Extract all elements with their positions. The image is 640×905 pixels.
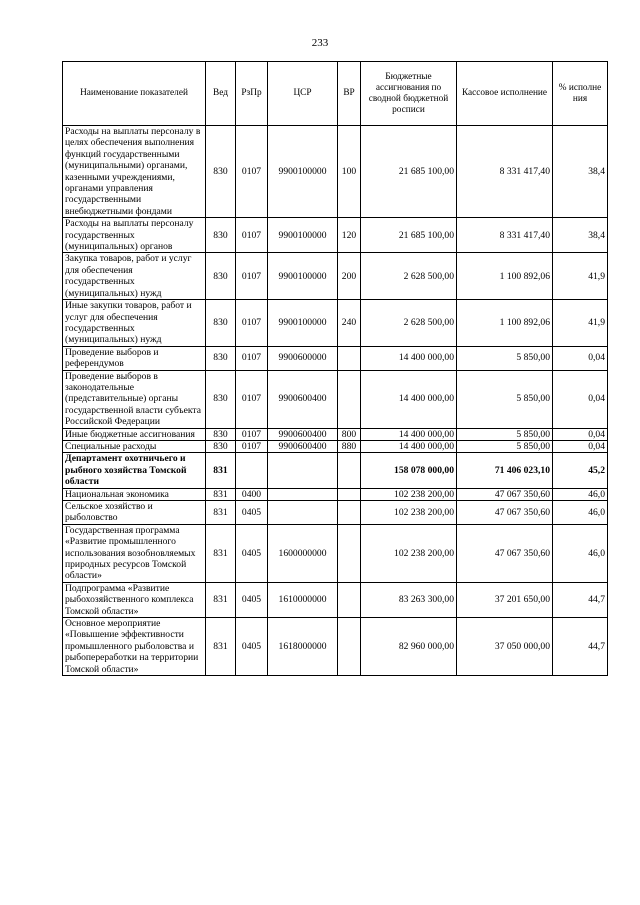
row-ved: 831 bbox=[206, 453, 236, 488]
row-percent: 44,7 bbox=[553, 582, 608, 617]
row-ved: 831 bbox=[206, 618, 236, 676]
row-executed: 71 406 023,10 bbox=[457, 453, 553, 488]
row-ved: 830 bbox=[206, 126, 236, 218]
row-csr: 9900600000 bbox=[268, 346, 338, 370]
row-rzpr bbox=[236, 453, 268, 488]
row-percent: 38,4 bbox=[553, 126, 608, 218]
row-executed: 5 850,00 bbox=[457, 440, 553, 452]
row-name: Подпрограмма «Развитие рыбохозяйственного комплекса Томской области» bbox=[63, 582, 206, 617]
row-vr: 200 bbox=[338, 253, 361, 300]
row-executed: 5 850,00 bbox=[457, 428, 553, 440]
row-rzpr: 0107 bbox=[236, 440, 268, 452]
table-row bbox=[63, 126, 608, 218]
row-assigned: 158 078 000,00 bbox=[361, 453, 457, 488]
row-rzpr: 0405 bbox=[236, 524, 268, 582]
row-name: Департамент охотничьего и рыбного хозяйства Томской области bbox=[63, 453, 206, 488]
row-percent: 41,9 bbox=[553, 253, 608, 300]
row-vr bbox=[338, 370, 361, 428]
row-vr: 240 bbox=[338, 300, 361, 347]
row-rzpr: 0107 bbox=[236, 126, 268, 218]
row-csr bbox=[268, 501, 338, 525]
row-csr: 1600000000 bbox=[268, 524, 338, 582]
row-rzpr: 0405 bbox=[236, 501, 268, 525]
row-assigned: 14 400 000,00 bbox=[361, 346, 457, 370]
row-vr bbox=[338, 501, 361, 525]
table-row bbox=[63, 218, 608, 253]
row-ved: 830 bbox=[206, 253, 236, 300]
page-number: 233 bbox=[311, 37, 329, 49]
row-assigned: 2 628 500,00 bbox=[361, 300, 457, 347]
row-percent: 41,9 bbox=[553, 300, 608, 347]
header-assigned: Бюджетные ассигнования по сводной бюджетной росписи bbox=[361, 62, 457, 126]
row-name: Расходы на выплаты персоналу в целях обеспечения выполнения функций государственными (муниципальными) органами, казенными учреждениями, органами управления государственными внебюджетными фондами bbox=[63, 126, 206, 218]
header-ved: Вед bbox=[206, 62, 236, 126]
table-row bbox=[63, 501, 608, 525]
header-csr: ЦСР bbox=[268, 62, 338, 126]
header-name: Наименование показателей bbox=[63, 62, 206, 126]
row-rzpr: 0107 bbox=[236, 428, 268, 440]
table-row bbox=[63, 346, 608, 370]
row-name: Иные закупки товаров, работ и услуг для обеспечения государственных (муниципальных) нужд bbox=[63, 300, 206, 347]
row-vr bbox=[338, 618, 361, 676]
row-executed: 1 100 892,06 bbox=[457, 253, 553, 300]
table-row bbox=[63, 440, 608, 452]
row-assigned: 82 960 000,00 bbox=[361, 618, 457, 676]
row-vr bbox=[338, 346, 361, 370]
row-percent: 44,7 bbox=[553, 618, 608, 676]
header-vr: ВР bbox=[338, 62, 361, 126]
row-name: Государственная программа «Развитие промышленного использования возобновляемых природных ресурсов Томской области» bbox=[63, 524, 206, 582]
row-assigned: 2 628 500,00 bbox=[361, 253, 457, 300]
row-csr: 9900100000 bbox=[268, 126, 338, 218]
table-header-row bbox=[63, 62, 608, 126]
row-assigned: 102 238 200,00 bbox=[361, 524, 457, 582]
table-row bbox=[63, 428, 608, 440]
row-csr: 9900100000 bbox=[268, 218, 338, 253]
row-ved: 831 bbox=[206, 582, 236, 617]
row-executed: 5 850,00 bbox=[457, 370, 553, 428]
row-csr: 9900600400 bbox=[268, 428, 338, 440]
row-rzpr: 0107 bbox=[236, 300, 268, 347]
row-percent: 46,0 bbox=[553, 524, 608, 582]
table-row bbox=[63, 370, 608, 428]
row-name: Национальная экономика bbox=[63, 488, 206, 500]
row-ved: 831 bbox=[206, 488, 236, 500]
row-percent: 46,0 bbox=[553, 501, 608, 525]
budget-table bbox=[62, 61, 608, 676]
row-ved: 831 bbox=[206, 524, 236, 582]
row-assigned: 14 400 000,00 bbox=[361, 428, 457, 440]
row-ved: 830 bbox=[206, 440, 236, 452]
row-ved: 830 bbox=[206, 428, 236, 440]
table-row bbox=[63, 300, 608, 347]
table-row bbox=[63, 488, 608, 500]
row-rzpr: 0107 bbox=[236, 253, 268, 300]
row-percent: 0,04 bbox=[553, 440, 608, 452]
row-rzpr: 0405 bbox=[236, 582, 268, 617]
row-executed: 37 050 000,00 bbox=[457, 618, 553, 676]
row-percent: 38,4 bbox=[553, 218, 608, 253]
row-vr: 800 bbox=[338, 428, 361, 440]
table-row bbox=[63, 582, 608, 617]
row-assigned: 83 263 300,00 bbox=[361, 582, 457, 617]
row-assigned: 21 685 100,00 bbox=[361, 126, 457, 218]
row-ved: 830 bbox=[206, 370, 236, 428]
row-percent: 46,0 bbox=[553, 488, 608, 500]
row-name: Иные бюджетные ассигнования bbox=[63, 428, 206, 440]
row-executed: 8 331 417,40 bbox=[457, 218, 553, 253]
row-executed: 8 331 417,40 bbox=[457, 126, 553, 218]
header-executed: Кассовое исполнение bbox=[457, 62, 553, 126]
row-name: Закупка товаров, работ и услуг для обеспечения государственных (муниципальных) нужд bbox=[63, 253, 206, 300]
row-csr bbox=[268, 488, 338, 500]
row-ved: 830 bbox=[206, 346, 236, 370]
row-percent: 0,04 bbox=[553, 346, 608, 370]
row-percent: 45,2 bbox=[553, 453, 608, 488]
row-assigned: 21 685 100,00 bbox=[361, 218, 457, 253]
row-csr bbox=[268, 453, 338, 488]
row-executed: 47 067 350,60 bbox=[457, 501, 553, 525]
row-rzpr: 0107 bbox=[236, 218, 268, 253]
row-vr bbox=[338, 453, 361, 488]
row-name: Расходы на выплаты персоналу государственных (муниципальных) органов bbox=[63, 218, 206, 253]
row-csr: 9900600400 bbox=[268, 370, 338, 428]
row-ved: 831 bbox=[206, 501, 236, 525]
table-row bbox=[63, 253, 608, 300]
row-name: Проведение выборов и референдумов bbox=[63, 346, 206, 370]
table-row bbox=[63, 618, 608, 676]
row-name: Основное мероприятие «Повышение эффективности промышленного рыболовства и рыбопереработки на территории Томской области» bbox=[63, 618, 206, 676]
row-vr bbox=[338, 488, 361, 500]
header-percent: % исполне ния bbox=[553, 62, 608, 126]
row-rzpr: 0405 bbox=[236, 618, 268, 676]
row-vr bbox=[338, 524, 361, 582]
row-executed: 37 201 650,00 bbox=[457, 582, 553, 617]
row-rzpr: 0107 bbox=[236, 370, 268, 428]
row-executed: 47 067 350,60 bbox=[457, 488, 553, 500]
row-executed: 5 850,00 bbox=[457, 346, 553, 370]
row-ved: 830 bbox=[206, 218, 236, 253]
row-percent: 0,04 bbox=[553, 428, 608, 440]
row-assigned: 102 238 200,00 bbox=[361, 501, 457, 525]
row-csr: 9900600400 bbox=[268, 440, 338, 452]
row-percent: 0,04 bbox=[553, 370, 608, 428]
row-assigned: 102 238 200,00 bbox=[361, 488, 457, 500]
row-vr bbox=[338, 582, 361, 617]
row-rzpr: 0107 bbox=[236, 346, 268, 370]
row-vr: 120 bbox=[338, 218, 361, 253]
row-name: Сельское хозяйство и рыболовство bbox=[63, 501, 206, 525]
row-rzpr: 0400 bbox=[236, 488, 268, 500]
row-vr: 880 bbox=[338, 440, 361, 452]
row-executed: 1 100 892,06 bbox=[457, 300, 553, 347]
table-row-department bbox=[63, 453, 608, 488]
row-csr: 1618000000 bbox=[268, 618, 338, 676]
row-csr: 9900100000 bbox=[268, 300, 338, 347]
row-executed: 47 067 350,60 bbox=[457, 524, 553, 582]
row-assigned: 14 400 000,00 bbox=[361, 440, 457, 452]
row-assigned: 14 400 000,00 bbox=[361, 370, 457, 428]
row-ved: 830 bbox=[206, 300, 236, 347]
row-name: Специальные расходы bbox=[63, 440, 206, 452]
row-csr: 9900100000 bbox=[268, 253, 338, 300]
row-csr: 1610000000 bbox=[268, 582, 338, 617]
header-rzpr: РзПр bbox=[236, 62, 268, 126]
table-row bbox=[63, 524, 608, 582]
row-name: Проведение выборов в законодательные (представительные) органы государственной власти субъекта Российской Федерации bbox=[63, 370, 206, 428]
row-vr: 100 bbox=[338, 126, 361, 218]
